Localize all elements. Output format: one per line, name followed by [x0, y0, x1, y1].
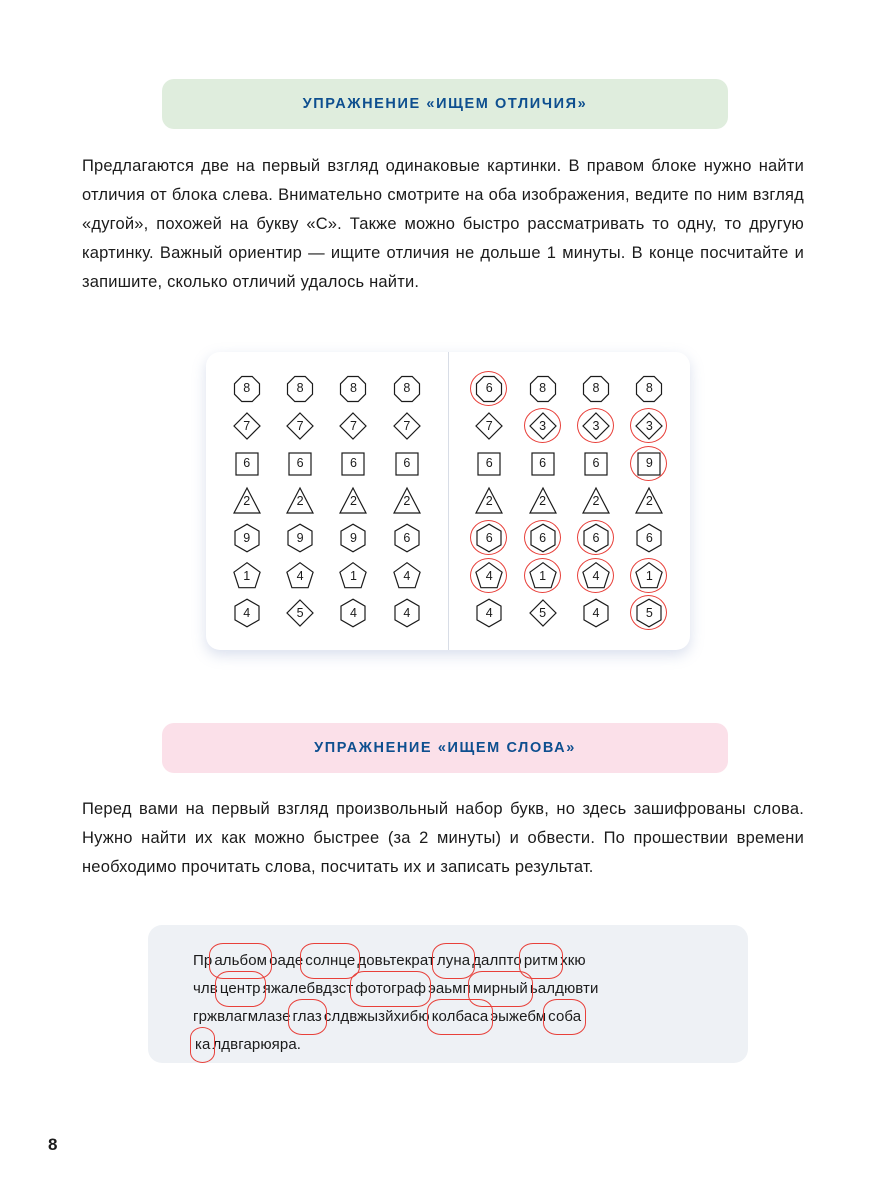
hexagon-shape: [634, 523, 664, 553]
shape-number: 6: [403, 456, 411, 471]
grid-cell: [220, 557, 273, 594]
grid-cell: [463, 407, 516, 444]
shape-number: 6: [539, 531, 547, 546]
grid-cell: [327, 595, 380, 632]
square-shape: [232, 449, 262, 479]
shape-number: 8: [349, 381, 357, 396]
triangle-shape: [232, 486, 262, 516]
grid-cell: [327, 445, 380, 482]
square-shape: [474, 449, 504, 479]
grid-cell: [623, 557, 676, 594]
filler-letters: члв: [193, 980, 218, 997]
words-instructions: Перед вами на первый взгляд произвольный набор букв, но здесь зашифрованы слова. Нужно найти их как можно быстрее (за 2 минуты) и обвести. По прошествии времени необходимо прочитать слова, посчитать их и записать результат.: [82, 800, 804, 876]
shape-number: 8: [539, 381, 547, 396]
grid-cell: [569, 595, 622, 632]
shape-number: 6: [403, 531, 411, 546]
words-line: [193, 1031, 713, 1059]
hexagon-shape: [338, 598, 368, 628]
shape-number: 8: [403, 381, 411, 396]
pentagon-shape: [285, 561, 315, 591]
hexagon-shape: [338, 523, 368, 553]
shape-number: 7: [296, 418, 304, 433]
grid-cell: [380, 445, 433, 482]
shape-number: 1: [645, 568, 653, 583]
shape-number: 1: [349, 568, 357, 583]
grid-cell: [569, 520, 622, 557]
shape-number: 6: [539, 456, 547, 471]
grid-cell: [273, 520, 326, 557]
shape-number: 2: [403, 493, 411, 508]
octagon-shape: [634, 374, 664, 404]
found-word: фотограф: [353, 975, 428, 1003]
shape-number: 3: [539, 418, 547, 433]
filler-letters: гржвлагмлазе: [193, 1008, 291, 1025]
octagon-shape: [581, 374, 611, 404]
grid-cell: [273, 445, 326, 482]
shape-number: 4: [592, 606, 600, 621]
shape-number: 2: [485, 493, 493, 508]
grid-cell: [516, 557, 569, 594]
grid-cell: [569, 557, 622, 594]
pentagon-shape-marked: [581, 561, 611, 591]
grid-cell: [516, 370, 569, 407]
differences-exercise-card: [206, 352, 690, 650]
shape-number: 6: [645, 531, 653, 546]
words-line: [193, 1003, 713, 1031]
shape-number: 9: [296, 531, 304, 546]
square-shape: [392, 449, 422, 479]
shape-number: 4: [403, 568, 411, 583]
found-word: мирный: [471, 975, 530, 1003]
found-word: ритм: [522, 947, 560, 975]
diamond-shape: [285, 411, 315, 441]
words-line: [193, 947, 713, 975]
grid-cell: [327, 482, 380, 519]
found-word: солнце: [303, 947, 357, 975]
shape-number: 9: [645, 456, 653, 471]
grid-cell: [327, 557, 380, 594]
grid-cell: [220, 595, 273, 632]
shape-number: 2: [592, 493, 600, 508]
filler-letters: яжалебвдзст: [262, 980, 354, 997]
shape-number: 8: [243, 381, 251, 396]
grid-cell: [273, 370, 326, 407]
filler-letters: ьалдювти: [529, 980, 599, 997]
grid-cell: [273, 407, 326, 444]
grid-cell: [463, 595, 516, 632]
shape-number: 4: [485, 606, 493, 621]
shape-number: 6: [485, 456, 493, 471]
differences-grid-right: [448, 352, 691, 650]
pentagon-shape: [392, 561, 422, 591]
shape-number: 7: [403, 418, 411, 433]
grid-cell: [327, 370, 380, 407]
shape-number: 5: [645, 606, 653, 621]
found-word: центр: [218, 975, 263, 1003]
grid-cell: [463, 445, 516, 482]
grid-cell: [516, 520, 569, 557]
square-shape-marked: [634, 449, 664, 479]
grid-cell: [327, 520, 380, 557]
found-word: альбом: [212, 947, 269, 975]
octagon-shape: [338, 374, 368, 404]
hexagon-shape: [285, 523, 315, 553]
pentagon-shape-marked: [474, 561, 504, 591]
diamond-shape: [285, 598, 315, 628]
shape-number: 6: [592, 531, 600, 546]
hexagon-shape: [392, 598, 422, 628]
shape-number: 6: [485, 381, 493, 396]
shape-number: 6: [592, 456, 600, 471]
grid-cell: [569, 445, 622, 482]
triangle-shape: [338, 486, 368, 516]
shape-number: 6: [349, 456, 357, 471]
pentagon-shape-marked: [528, 561, 558, 591]
octagon-shape: [285, 374, 315, 404]
grid-cell: [220, 370, 273, 407]
differences-instructions: Предлагаются две на первый взгляд одинаковые картинки. В правом блоке нужно найти отличия от блока слева. Внимательно смотрите на оба изображения, ведите по ним взгляд «дугой», похожей на букву «С». Также можно быстро рассматривать то одну, то другую картинку. Важный ориентир — ищите отличия не дольше 1 минуты. В конце посчитайте и запишите, сколько отличий удалось найти.: [82, 157, 804, 291]
hexagon-shape: [474, 598, 504, 628]
grid-cell: [623, 595, 676, 632]
diamond-shape: [392, 411, 422, 441]
octagon-shape: [392, 374, 422, 404]
shape-number: 1: [243, 568, 251, 583]
filler-letters: эаьмп: [428, 980, 471, 997]
grid-cell: [273, 482, 326, 519]
shape-number: 2: [645, 493, 653, 508]
grid-cell: [273, 595, 326, 632]
page-number: 8: [48, 1135, 58, 1154]
found-word: ка: [193, 1031, 212, 1059]
grid-cell: [516, 407, 569, 444]
square-shape: [285, 449, 315, 479]
diamond-shape-marked: [528, 411, 558, 441]
triangle-shape: [285, 486, 315, 516]
found-word: колбаса: [430, 1003, 491, 1031]
filler-letters: Пр: [193, 952, 213, 969]
shape-number: 2: [349, 493, 357, 508]
grid-cell: [463, 482, 516, 519]
grid-cell: [273, 557, 326, 594]
shape-number: 5: [539, 606, 547, 621]
octagon-shape: [528, 374, 558, 404]
filler-letters: слдвжызйхибю: [323, 1008, 430, 1025]
grid-cell: [623, 482, 676, 519]
hexagon-shape-marked: [581, 523, 611, 553]
hexagon-shape-marked: [474, 523, 504, 553]
shape-number: 8: [645, 381, 653, 396]
words-exercise-card: [148, 925, 748, 1063]
triangle-shape: [474, 486, 504, 516]
shape-number: 4: [592, 568, 600, 583]
diamond-shape-marked: [634, 411, 664, 441]
shape-number: 6: [485, 531, 493, 546]
hexagon-shape: [581, 598, 611, 628]
shape-number: 7: [485, 418, 493, 433]
grid-cell: [623, 407, 676, 444]
triangle-shape: [528, 486, 558, 516]
grid-cell: [327, 407, 380, 444]
triangle-shape: [581, 486, 611, 516]
shape-number: 2: [243, 493, 251, 508]
grid-cell: [380, 557, 433, 594]
shape-number: 3: [592, 418, 600, 433]
filler-letters: довьтекрат: [357, 952, 435, 969]
hexagon-shape: [232, 598, 262, 628]
pentagon-shape: [338, 561, 368, 591]
shape-number: 1: [539, 568, 547, 583]
shape-number: 4: [296, 568, 304, 583]
diamond-shape: [474, 411, 504, 441]
pentagon-shape-marked: [634, 561, 664, 591]
grid-cell: [623, 370, 676, 407]
grid-cell: [569, 370, 622, 407]
hexagon-shape: [232, 523, 262, 553]
words-line: [193, 975, 713, 1003]
filler-letters: оаде: [269, 952, 304, 969]
octagon-shape: [232, 374, 262, 404]
found-word: соба: [546, 1003, 583, 1031]
square-shape: [581, 449, 611, 479]
filler-letters: лдвгарюяра.: [212, 1036, 302, 1053]
shape-number: 4: [403, 606, 411, 621]
shape-number: 7: [243, 418, 251, 433]
words-letter-block: [193, 947, 713, 1059]
grid-cell: [623, 520, 676, 557]
shape-number: 4: [485, 568, 493, 583]
diamond-shape-marked: [581, 411, 611, 441]
shape-number: 8: [296, 381, 304, 396]
grid-cell: [516, 482, 569, 519]
octagon-shape-marked: [474, 374, 504, 404]
shape-number: 7: [349, 418, 357, 433]
grid-cell: [623, 445, 676, 482]
shape-number: 9: [243, 531, 251, 546]
shape-number: 2: [296, 493, 304, 508]
pentagon-shape: [232, 561, 262, 591]
shape-number: 6: [296, 456, 304, 471]
shape-number: 3: [645, 418, 653, 433]
shape-number: 8: [592, 381, 600, 396]
grid-cell: [463, 520, 516, 557]
shape-number: 2: [539, 493, 547, 508]
hexagon-shape-marked: [528, 523, 558, 553]
grid-cell: [380, 520, 433, 557]
shape-number: 4: [243, 606, 251, 621]
found-word: луна: [435, 947, 472, 975]
triangle-shape: [634, 486, 664, 516]
grid-cell: [569, 407, 622, 444]
shape-number: 5: [296, 606, 304, 621]
grid-cell: [516, 445, 569, 482]
grid-cell: [569, 482, 622, 519]
grid-cell: [380, 370, 433, 407]
grid-cell: [463, 370, 516, 407]
shape-number: 9: [349, 531, 357, 546]
filler-letters: далпто: [472, 952, 522, 969]
grid-cell: [220, 520, 273, 557]
shape-number: 6: [243, 456, 251, 471]
grid-cell: [516, 595, 569, 632]
differences-grid-left: [206, 352, 448, 650]
filler-letters: хкю: [560, 952, 586, 969]
grid-cell: [380, 407, 433, 444]
section-banner-differences: УПРАЖНЕНИЕ «ИЩЕМ ОТЛИЧИЯ»: [162, 79, 728, 129]
grid-cell: [220, 445, 273, 482]
section-banner-words: УПРАЖНЕНИЕ «ИЩЕМ СЛОВА»: [162, 723, 728, 773]
diamond-shape: [232, 411, 262, 441]
grid-cell: [380, 482, 433, 519]
square-shape: [528, 449, 558, 479]
triangle-shape: [392, 486, 422, 516]
shape-number: 4: [349, 606, 357, 621]
diamond-shape: [338, 411, 368, 441]
hexagon-shape-marked: [634, 598, 664, 628]
diamond-shape: [528, 598, 558, 628]
grid-cell: [220, 482, 273, 519]
found-word: глаз: [291, 1003, 324, 1031]
square-shape: [338, 449, 368, 479]
hexagon-shape: [392, 523, 422, 553]
filler-letters: эыжебм: [490, 1008, 547, 1025]
grid-cell: [220, 407, 273, 444]
grid-cell: [380, 595, 433, 632]
grid-cell: [463, 557, 516, 594]
